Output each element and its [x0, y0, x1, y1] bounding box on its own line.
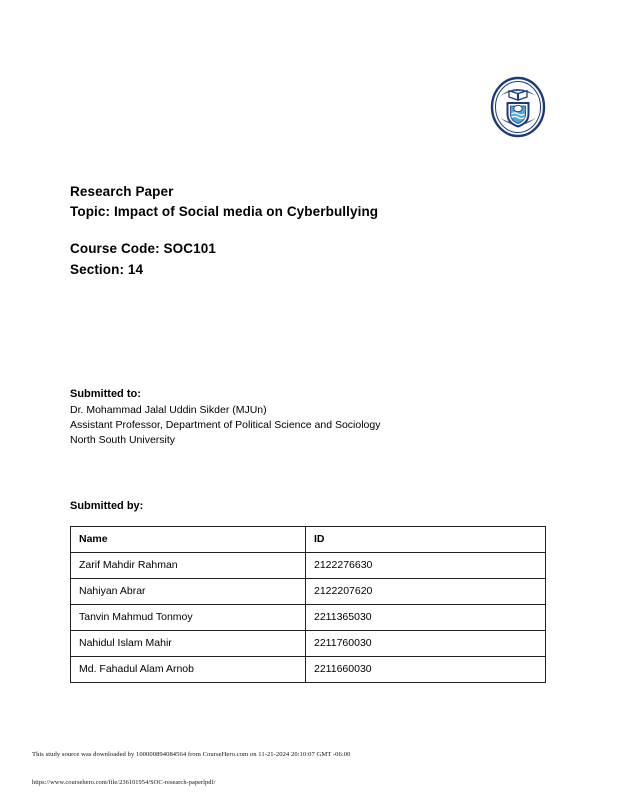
group-members-table — [70, 526, 546, 683]
member-name: Md. Fahadul Alam Arnob — [71, 657, 306, 683]
member-name: Nahidul Islam Mahir — [71, 631, 306, 657]
instructor-designation: Assistant Professor, Department of Political Science and Sociology — [70, 419, 381, 431]
table-row — [71, 605, 546, 631]
member-id: 2211365030 — [306, 605, 546, 631]
submitted-to-block — [70, 386, 540, 448]
shield-crest-icon — [508, 103, 529, 127]
table-row — [71, 657, 546, 683]
coursehero-source-url[interactable]: https://www.coursehero.com/file/236101954/SOC-research-paperlpdf/ — [32, 779, 216, 786]
column-header-name: Name — [71, 527, 306, 553]
member-name: Tanvin Mahmud Tonmoy — [71, 605, 306, 631]
submitted-to-heading: Submitted to: — [70, 388, 141, 400]
course-code: Course Code: SOC101 — [70, 241, 216, 256]
member-name: Zarif Mahdir Rahman — [71, 553, 306, 579]
university-seal-logo — [489, 76, 547, 138]
member-id: 2211660030 — [306, 657, 546, 683]
member-id: 2122276630 — [306, 553, 546, 579]
member-name: Nahiyan Abrar — [71, 579, 306, 605]
course-info-block — [70, 238, 540, 280]
submitted-by-heading: Submitted by: — [70, 500, 144, 512]
university-seal-icon — [489, 76, 547, 138]
instructor-name: Dr. Mohammad Jalal Uddin Sikder (MJUn) — [70, 404, 267, 416]
table-header-row — [71, 527, 546, 553]
column-header-id: ID — [306, 527, 546, 553]
table-row — [71, 631, 546, 657]
paper-title-block — [70, 182, 540, 222]
page-title: Research Paper — [70, 184, 174, 199]
member-id: 2211760030 — [306, 631, 546, 657]
course-section: Section: 14 — [70, 262, 144, 277]
coursehero-watermark-text: This study source was downloaded by 100000894084564 from CourseHero.com on 11-21-2024 20:10:07 GMT -06:00 — [32, 751, 351, 758]
paper-topic: Topic: Impact of Social media on Cyberbullying — [70, 204, 379, 219]
table-row — [71, 553, 546, 579]
instructor-institution: North South University — [70, 434, 176, 446]
table-row — [71, 579, 546, 605]
member-id: 2122207620 — [306, 579, 546, 605]
